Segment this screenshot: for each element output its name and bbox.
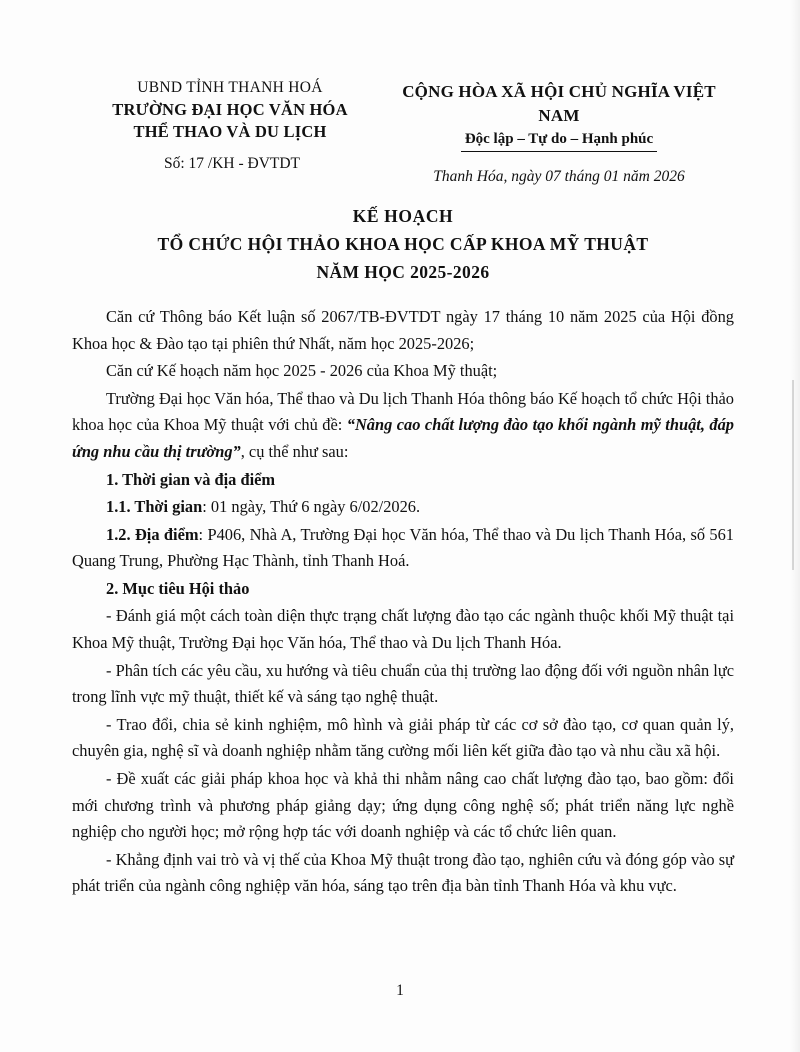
section-2-bullet-5: - Khẳng định vai trò và vị thế của Khoa Mỹ thuật trong đào tạo, nghiên cứu và đóng góp vào sự phát triển của ngành công nghiệp văn hóa, sáng tạo trên địa bàn tỉnh Thanh Hóa và khu vực.	[72, 849, 734, 896]
document-header	[72, 78, 734, 186]
section-1-2-label: 1.2. Địa điểm	[106, 524, 199, 544]
announcement-text-1: Trường Đại học Văn hóa, Thể thao và Du lịch Thanh Hóa thông báo Kế hoạch tổ chức Hội thảo khoa học của Khoa Mỹ thuật với chủ đề:	[72, 388, 734, 435]
section-1-heading: 1. Thời gian và địa điểm	[106, 469, 276, 489]
paragraph-announcement	[72, 386, 734, 466]
place-and-date: Thanh Hóa, ngày 07 tháng 01 năm 2026	[433, 168, 685, 186]
paragraph-basis-1: Căn cứ Thông báo Kết luận số 2067/TB-ĐVTDT ngày 17 tháng 10 năm 2025 của Hội đồng Khoa học & Đào tạo tại phiên thứ Nhất, năm học 2025-2026;	[72, 307, 734, 353]
section-1-2	[72, 522, 734, 575]
page-number: 1	[396, 982, 404, 999]
title-line-3: NĂM HỌC 2025-2026	[316, 262, 490, 283]
section-1-1	[72, 494, 734, 521]
paragraph-basis-2: Căn cứ Kế hoạch năm học 2025 - 2026 của Khoa Mỹ thuật;	[106, 361, 498, 381]
title-line-2: TỔ CHỨC HỘI THẢO KHOA HỌC CẤP KHOA MỸ THUẬT	[157, 234, 649, 255]
document-number: Số: 17 /KH - ĐVTDT	[163, 155, 301, 173]
national-heading	[384, 78, 734, 186]
org-line-1: UBND TỈNH THANH HOÁ	[137, 79, 323, 96]
section-1-2-text: : P406, Nhà A, Trường Đại học Văn hóa, Thể thao và Du lịch Thanh Hóa, số 561 Quang Trung, Phường Hạc Thành, tỉnh Thanh Hoá.	[72, 524, 735, 571]
section-2-heading: 2. Mục tiêu Hội thảo	[106, 578, 250, 598]
country-name: CỘNG HÒA XÃ HỘI CHỦ NGHĨA VIỆT NAM	[402, 82, 716, 125]
title-line-1: KẾ HOẠCH	[352, 206, 454, 227]
org-line-3: THỂ THAO VÀ DU LỊCH	[133, 122, 327, 142]
document-title-block	[72, 202, 734, 286]
issuing-organization	[72, 78, 380, 173]
national-motto: Độc lập – Tự do – Hạnh phúc	[461, 128, 657, 153]
section-2-bullet-2: - Phân tích các yêu cầu, xu hướng và tiêu chuẩn của thị trường lao động đối với nguồn nhân lực trong lĩnh vực mỹ thuật, thiết kế và sáng tạo nghệ thuật.	[72, 660, 734, 707]
conference-theme: “Nâng cao chất lượng đào tạo khối ngành mỹ thuật, đáp ứng nhu cầu thị trường”	[72, 415, 734, 461]
section-1-1-text: : 01 ngày, Thứ 6 ngày 6/02/2026.	[202, 497, 421, 517]
org-line-2: TRƯỜNG ĐẠI HỌC VĂN HÓA	[112, 99, 348, 119]
scan-artifact	[792, 380, 794, 570]
section-2-bullet-3: - Trao đổi, chia sẻ kinh nghiệm, mô hình và giải pháp từ các cơ sở đào tạo, cơ quan quản lý, chuyên gia, nghệ sĩ và doanh nghiệp nhằm tăng cường mối liên kết giữa đào tạo và nhu cầu xã hội.	[72, 714, 734, 761]
section-2-bullet-1: - Đánh giá một cách toàn diện thực trạng chất lượng đào tạo các ngành thuộc khối Mỹ thuật tại Khoa Mỹ thuật, Trường Đại học Văn hóa, Thể thao và Du lịch Thanh Hóa.	[72, 606, 734, 653]
announcement-text-2: , cụ thể như sau:	[240, 441, 349, 461]
section-2-bullet-4: - Đề xuất các giải pháp khoa học và khả thi nhằm nâng cao chất lượng đào tạo, bao gồm: đổi mới chương trình và phương pháp giảng dạy; ứng dụng công nghệ số; phát triển năng lực nghề nghiệp cho người học; mở rộng hợp tác với doanh nghiệp và các tổ chức liên quan.	[72, 768, 734, 842]
document-body	[72, 304, 734, 900]
section-1-1-label: 1.1. Thời gian	[106, 497, 203, 517]
